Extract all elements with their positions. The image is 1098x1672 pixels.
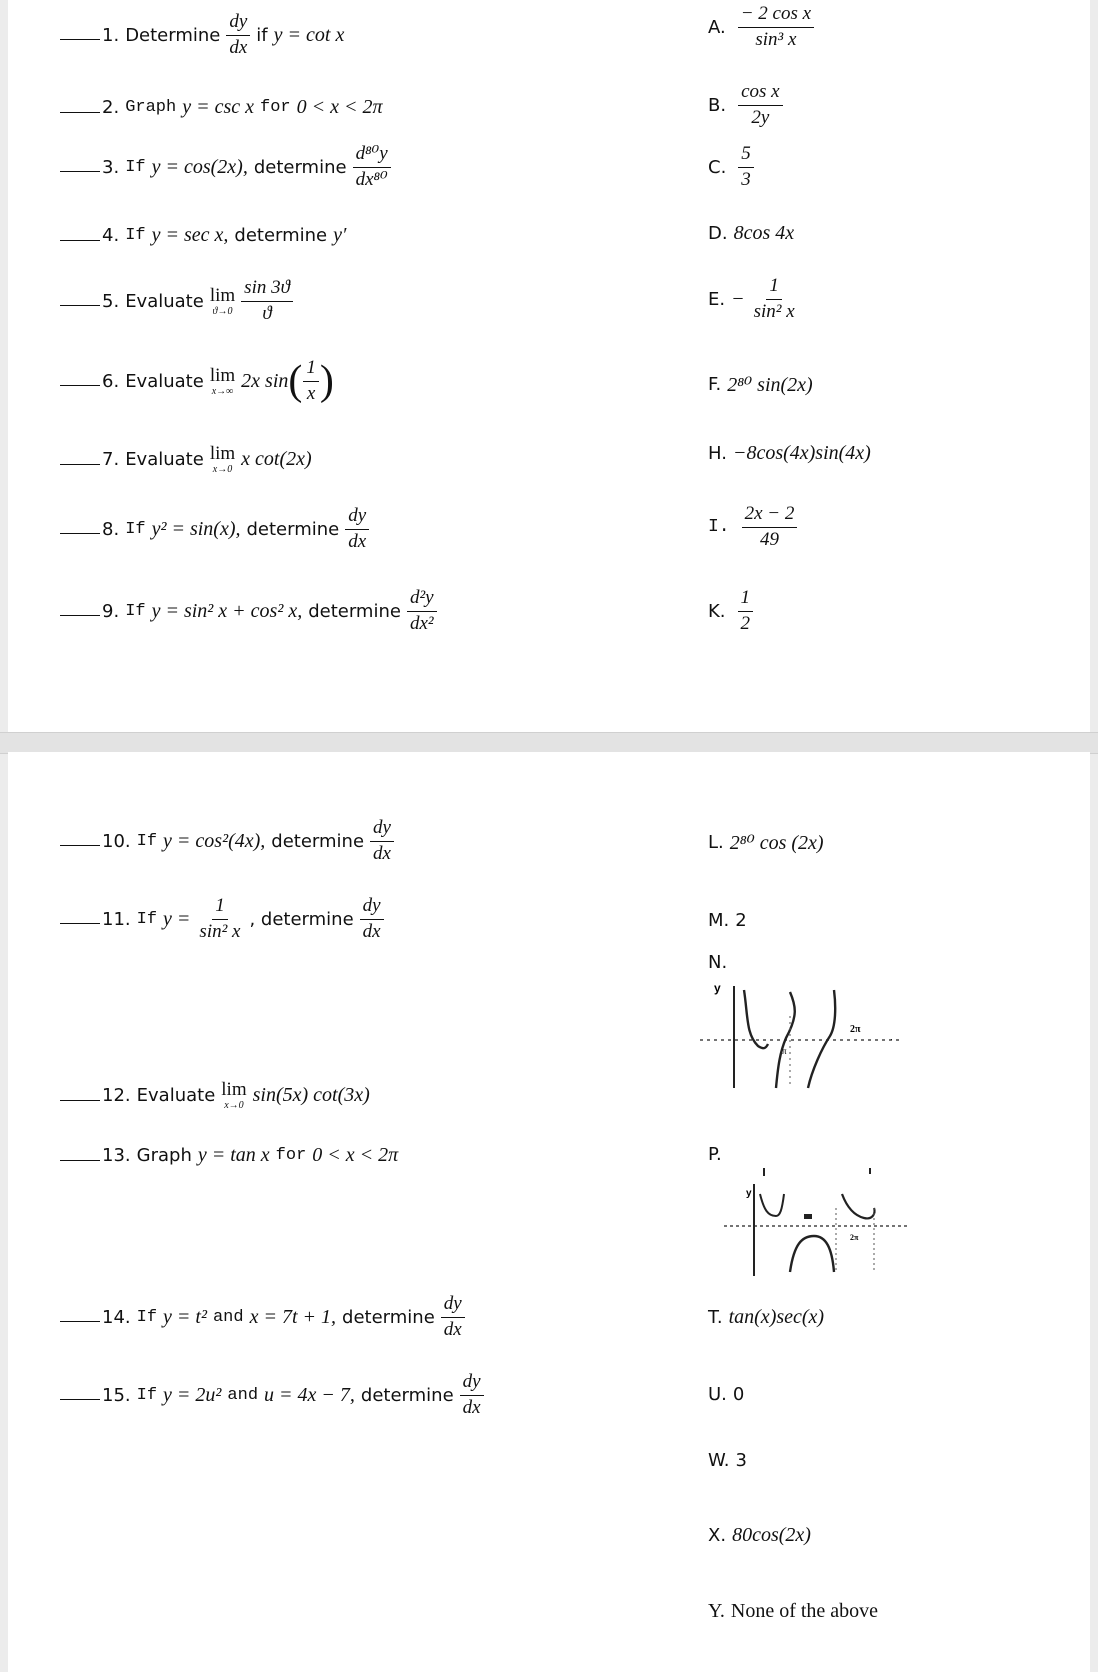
question-text: determine: [360, 1384, 454, 1406]
question-number: 15.: [102, 1384, 131, 1406]
question-text: If: [125, 226, 146, 245]
question-7: [60, 444, 318, 475]
question-text: If: [125, 519, 146, 539]
question-number: 13.: [102, 1145, 131, 1166]
derivative-fraction: $\frac{dy}{dx}$: [345, 506, 369, 553]
question-text: If: [136, 1385, 158, 1405]
question-text: Graph: [136, 1145, 192, 1166]
answer-fraction: $\frac{\text{cos x}}{2y}$: [738, 82, 783, 129]
question-text: , determine: [249, 908, 354, 930]
question-text: and: [227, 1385, 259, 1405]
limit: lim x→∞: [209, 364, 236, 397]
question-number: 11.: [102, 908, 131, 930]
answer-h: [708, 442, 877, 465]
answer-letter: Y.: [708, 1600, 725, 1622]
question-number: 3.: [102, 156, 120, 178]
question-text: if: [256, 24, 268, 46]
answer-n: [708, 952, 733, 973]
marker: [804, 1214, 812, 1219]
question-number: 2.: [102, 97, 120, 118]
answer-blank[interactable]: [60, 111, 100, 113]
question-1: [60, 12, 350, 59]
question-8: [60, 506, 375, 553]
question-number: 7.: [102, 449, 120, 470]
answer-l: [708, 830, 830, 855]
equation: y = sin² x + cos² x,: [151, 599, 303, 622]
answer-blank[interactable]: [60, 384, 100, 386]
question-number: 5.: [102, 290, 120, 312]
answer-f: [708, 372, 819, 397]
equation: 2x sin: [241, 369, 289, 392]
question-text: determine: [234, 225, 328, 246]
derivative-fraction: $\frac{\text{d²y}}{\text{dx²}}$: [407, 588, 437, 635]
question-text: for: [275, 1146, 307, 1165]
question-6: [60, 358, 334, 405]
equation: x cot(2x): [241, 448, 312, 470]
answer-fraction: $\frac{\text{− 2 cos x}}{\text{sin³ x}}$: [738, 4, 814, 51]
question-number: 14.: [102, 1306, 131, 1328]
answer-blank[interactable]: [60, 170, 100, 172]
answer-expression: −8cos(4x)sin(4x): [732, 442, 871, 464]
answer-letter: H.: [708, 443, 727, 464]
answer-letter: C.: [708, 156, 727, 178]
derivative-fraction: $\frac{dy}{dx}$: [360, 896, 384, 943]
answer-e: [708, 276, 804, 323]
question-text: determine: [271, 830, 365, 852]
question-3: [60, 144, 397, 191]
answer-letter: X.: [708, 1525, 727, 1546]
question-text: Evaluate: [125, 370, 204, 392]
question-text: for: [260, 98, 291, 117]
question-number: 8.: [102, 518, 120, 540]
question-text: If: [125, 601, 146, 621]
equation: u = 4x − 7,: [264, 1383, 355, 1406]
answer-letter: D.: [708, 223, 728, 244]
answer-value: 0: [732, 1384, 745, 1405]
answer-letter: L.: [708, 832, 724, 853]
equation: y = cos²(4x),: [163, 829, 266, 852]
limit: lim ϑ→0: [209, 284, 236, 317]
answer-letter: U.: [708, 1384, 727, 1405]
answer-blank[interactable]: [60, 844, 100, 846]
answer-fraction: $\frac{1}{\text{sin² x}}$: [753, 275, 795, 322]
answer-fraction: $\frac{2x - 2}{49}$: [742, 504, 798, 551]
graph-p: [724, 1164, 910, 1276]
answer-k: [708, 588, 759, 635]
question-12: [60, 1080, 376, 1111]
y-label: y: [746, 1188, 752, 1199]
equation: x = 7t + 1,: [249, 1305, 337, 1328]
answer-letter: F.: [708, 374, 722, 395]
answer-letter: T.: [708, 1307, 723, 1328]
answer-blank[interactable]: [60, 532, 100, 534]
equation: sin(5x) cot(3x): [252, 1084, 370, 1106]
derivative-fraction: $\frac{dy}{dx}$: [441, 1294, 465, 1341]
question-text: If: [136, 831, 158, 851]
question-text: Evaluate: [136, 1085, 216, 1106]
limit: lim x→0: [221, 1079, 247, 1111]
equation: 0 < x < 2π: [296, 96, 383, 118]
answer-blank[interactable]: [60, 239, 100, 241]
answer-blank[interactable]: [60, 1398, 100, 1400]
derivative-fraction: $\frac{\text{d⁸⁰y}}{\text{dx⁸⁰}}$: [353, 144, 391, 191]
derivative-fraction: $\frac{dy}{dx}$: [370, 818, 394, 865]
equation: y² = sin(x),: [151, 517, 241, 540]
question-15: [60, 1372, 490, 1419]
equation: y = cos(2x),: [151, 155, 248, 178]
answer-expression: 8cos 4x: [733, 222, 795, 244]
question-number: 10.: [102, 830, 131, 852]
question-10: [60, 818, 400, 865]
question-text: Evaluate: [125, 290, 204, 312]
two-pi-label: 2π: [850, 1024, 861, 1035]
answer-a: [708, 4, 820, 51]
answer-letter: I.: [708, 517, 730, 538]
equation: y = csc x: [182, 96, 254, 118]
limit-fraction: $\frac{\sin 3ϑ}{ϑ}$: [241, 278, 293, 325]
question-text: Determine: [125, 24, 221, 46]
answer-expression: 2⁸⁰ cos (2x): [729, 832, 824, 854]
question-2: [60, 96, 389, 119]
answer-value: 2: [735, 910, 747, 931]
equation: y′: [333, 224, 347, 246]
answer-letter: M.: [708, 910, 730, 931]
equation: y = tan x: [197, 1144, 270, 1166]
answer-value: None of the above: [730, 1600, 879, 1622]
answer-fraction: $\frac{5}{3}$: [738, 144, 754, 191]
left-paren: (: [288, 358, 303, 405]
answer-expression: tan(x)sec(x): [728, 1306, 825, 1328]
function-fraction: $\frac{1}{\text{sin² x}}$: [199, 895, 241, 942]
answer-letter: W.: [708, 1450, 730, 1471]
answer-expression: 80cos(2x): [732, 1524, 811, 1546]
graph-n: [700, 976, 910, 1092]
curve-branch: [808, 990, 835, 1088]
answer-letter: E.: [708, 288, 726, 310]
answer-letter: P.: [708, 1144, 722, 1165]
answer-letter: K.: [708, 600, 726, 622]
curve-branch-upper: [760, 1194, 784, 1216]
answer-blank[interactable]: [60, 922, 100, 924]
answer-expression: 2⁸⁰ sin(2x): [727, 374, 813, 396]
limit: lim x→0: [209, 443, 236, 475]
question-5: [60, 278, 299, 325]
answer-letter: N.: [708, 952, 728, 973]
answer-blank[interactable]: [60, 304, 100, 306]
equation: y =: [163, 907, 191, 930]
question-4: [60, 224, 352, 247]
question-number: 1.: [102, 24, 120, 46]
question-13: [60, 1144, 404, 1167]
question-text: Evaluate: [125, 449, 204, 470]
answer-blank[interactable]: [60, 38, 100, 40]
answer-p: [708, 1144, 728, 1165]
equation: y = sec x,: [151, 224, 229, 246]
equation: y = cot x: [273, 23, 345, 46]
derivative-fraction: $\frac{dy}{dx}$: [460, 1372, 484, 1419]
question-number: 4.: [102, 225, 120, 246]
question-number: 9.: [102, 600, 120, 622]
answer-x: [708, 1524, 817, 1547]
question-text: Graph: [125, 98, 177, 117]
answer-t: [708, 1306, 830, 1329]
question-text: determine: [246, 518, 340, 540]
answer-blank[interactable]: [60, 1320, 100, 1322]
inner-fraction: $\frac{1}{x}$: [303, 358, 319, 405]
two-pi-label: 2π: [850, 1233, 859, 1242]
curve-branch-lower: [790, 1236, 834, 1272]
question-text: determine: [342, 1306, 435, 1328]
question-text: If: [125, 157, 146, 177]
y-label: y: [714, 981, 721, 995]
answer-y: [708, 1600, 878, 1623]
answer-i: [708, 504, 803, 551]
question-text: determine: [308, 600, 401, 622]
answer-value: 3: [735, 1450, 747, 1471]
answer-letter: A.: [708, 16, 726, 38]
answer-d: [708, 222, 800, 245]
answer-blank[interactable]: [60, 1099, 100, 1101]
answer-b: [708, 82, 789, 129]
question-9: [60, 588, 443, 635]
question-text: If: [136, 1307, 158, 1327]
minus-sign: −: [731, 287, 745, 310]
question-11: [60, 896, 390, 943]
answer-m: [708, 910, 747, 931]
pi-label: π: [782, 1046, 787, 1056]
equation: y = t²: [163, 1305, 207, 1328]
answer-c: [708, 144, 760, 191]
worksheet-page-2: [8, 752, 1090, 1672]
answer-blank[interactable]: [60, 1159, 100, 1161]
answer-blank[interactable]: [60, 463, 100, 465]
curve-branch-upper: [842, 1194, 875, 1218]
x-arrow: ·: [890, 1034, 893, 1044]
derivative-fraction: $\frac{dy}{dx}$: [226, 12, 250, 59]
answer-u: [708, 1384, 744, 1405]
question-text: If: [136, 909, 158, 929]
equation: 0 < x < 2π: [312, 1144, 399, 1166]
question-text: determine: [253, 156, 347, 178]
answer-letter: B.: [708, 94, 727, 116]
answer-w: [708, 1450, 747, 1471]
answer-fraction: $\frac{1}{2}$: [738, 588, 754, 635]
page-divider: [0, 732, 1098, 754]
equation: y = 2u²: [163, 1383, 222, 1406]
answer-blank[interactable]: [60, 614, 100, 616]
question-text: and: [212, 1307, 244, 1327]
right-paren: ): [319, 358, 334, 405]
question-14: [60, 1294, 471, 1341]
question-number: 12.: [102, 1085, 131, 1106]
question-number: 6.: [102, 370, 120, 392]
